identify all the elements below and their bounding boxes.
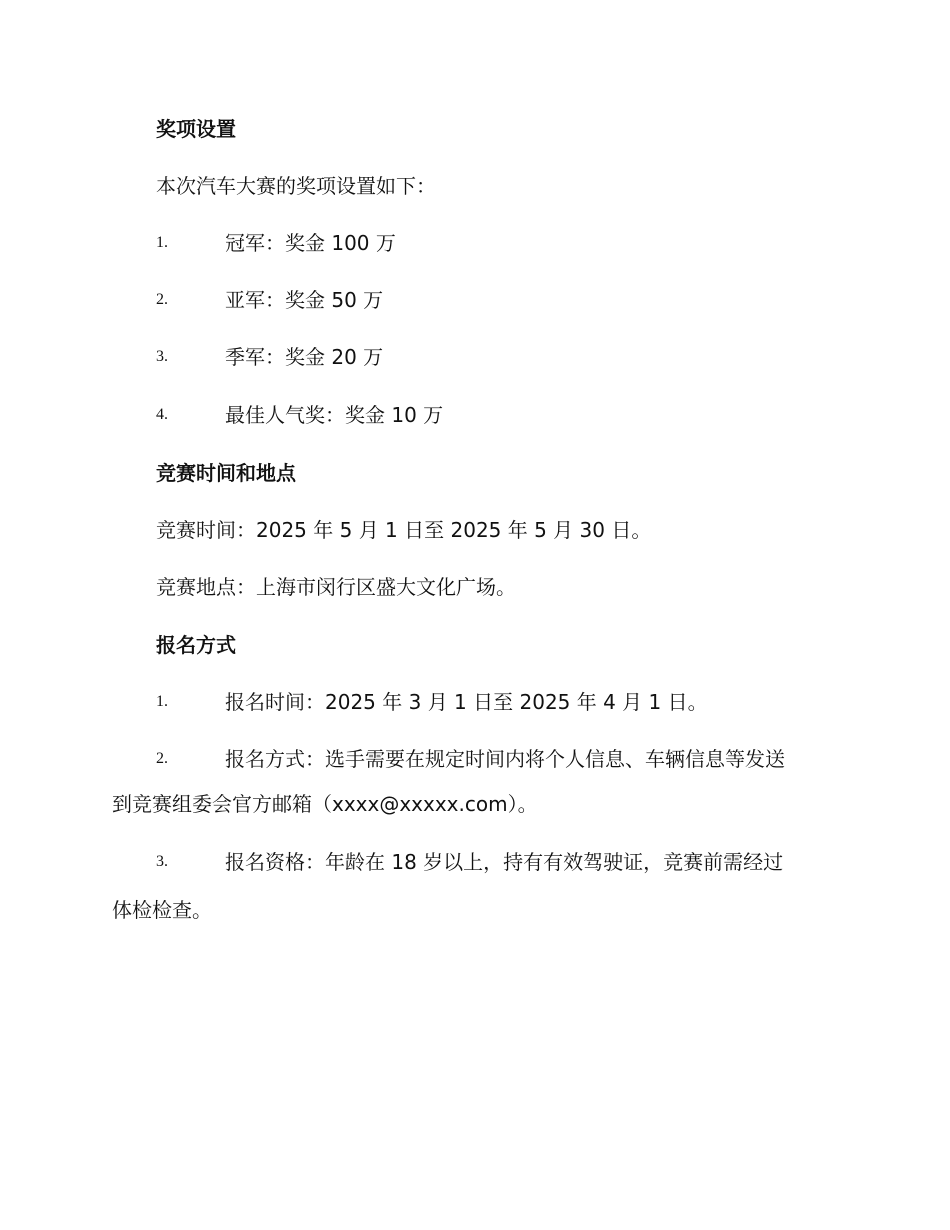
registration-heading: 报名方式 — [156, 633, 236, 657]
registration-text: 报名资格：年龄在 18 岁以上，持有有效驾驶证，竞赛前需经过 — [225, 850, 784, 874]
registration-text: 报名时间：2025 年 3 月 1 日至 2025 年 4 月 1 日。 — [225, 690, 708, 714]
awards-heading: 奖项设置 — [156, 117, 236, 141]
list-number: 1. — [156, 693, 168, 710]
list-number: 1. — [156, 234, 168, 251]
list-number: 3. — [156, 853, 168, 870]
list-number: 2. — [156, 291, 168, 308]
award-text: 季军：奖金 20 万 — [225, 345, 384, 369]
schedule-place: 竞赛地点：上海市闵行区盛大文化广场。 — [156, 575, 516, 599]
award-text: 冠军：奖金 100 万 — [225, 231, 396, 255]
list-number: 2. — [156, 750, 168, 767]
schedule-time: 竞赛时间：2025 年 5 月 1 日至 2025 年 5 月 30 日。 — [156, 518, 652, 542]
schedule-heading: 竞赛时间和地点 — [156, 461, 296, 485]
registration-text-continued: 到竞赛组委会官方邮箱（xxxx@xxxxx.com）。 — [112, 792, 538, 816]
registration-text-continued: 体检检查。 — [112, 898, 212, 922]
awards-intro: 本次汽车大赛的奖项设置如下： — [156, 174, 436, 198]
list-number: 4. — [156, 406, 168, 423]
award-text: 亚军：奖金 50 万 — [225, 288, 384, 312]
list-number: 3. — [156, 348, 168, 365]
award-text: 最佳人气奖：奖金 10 万 — [225, 403, 444, 427]
registration-text: 报名方式：选手需要在规定时间内将个人信息、车辆信息等发送 — [225, 747, 785, 771]
